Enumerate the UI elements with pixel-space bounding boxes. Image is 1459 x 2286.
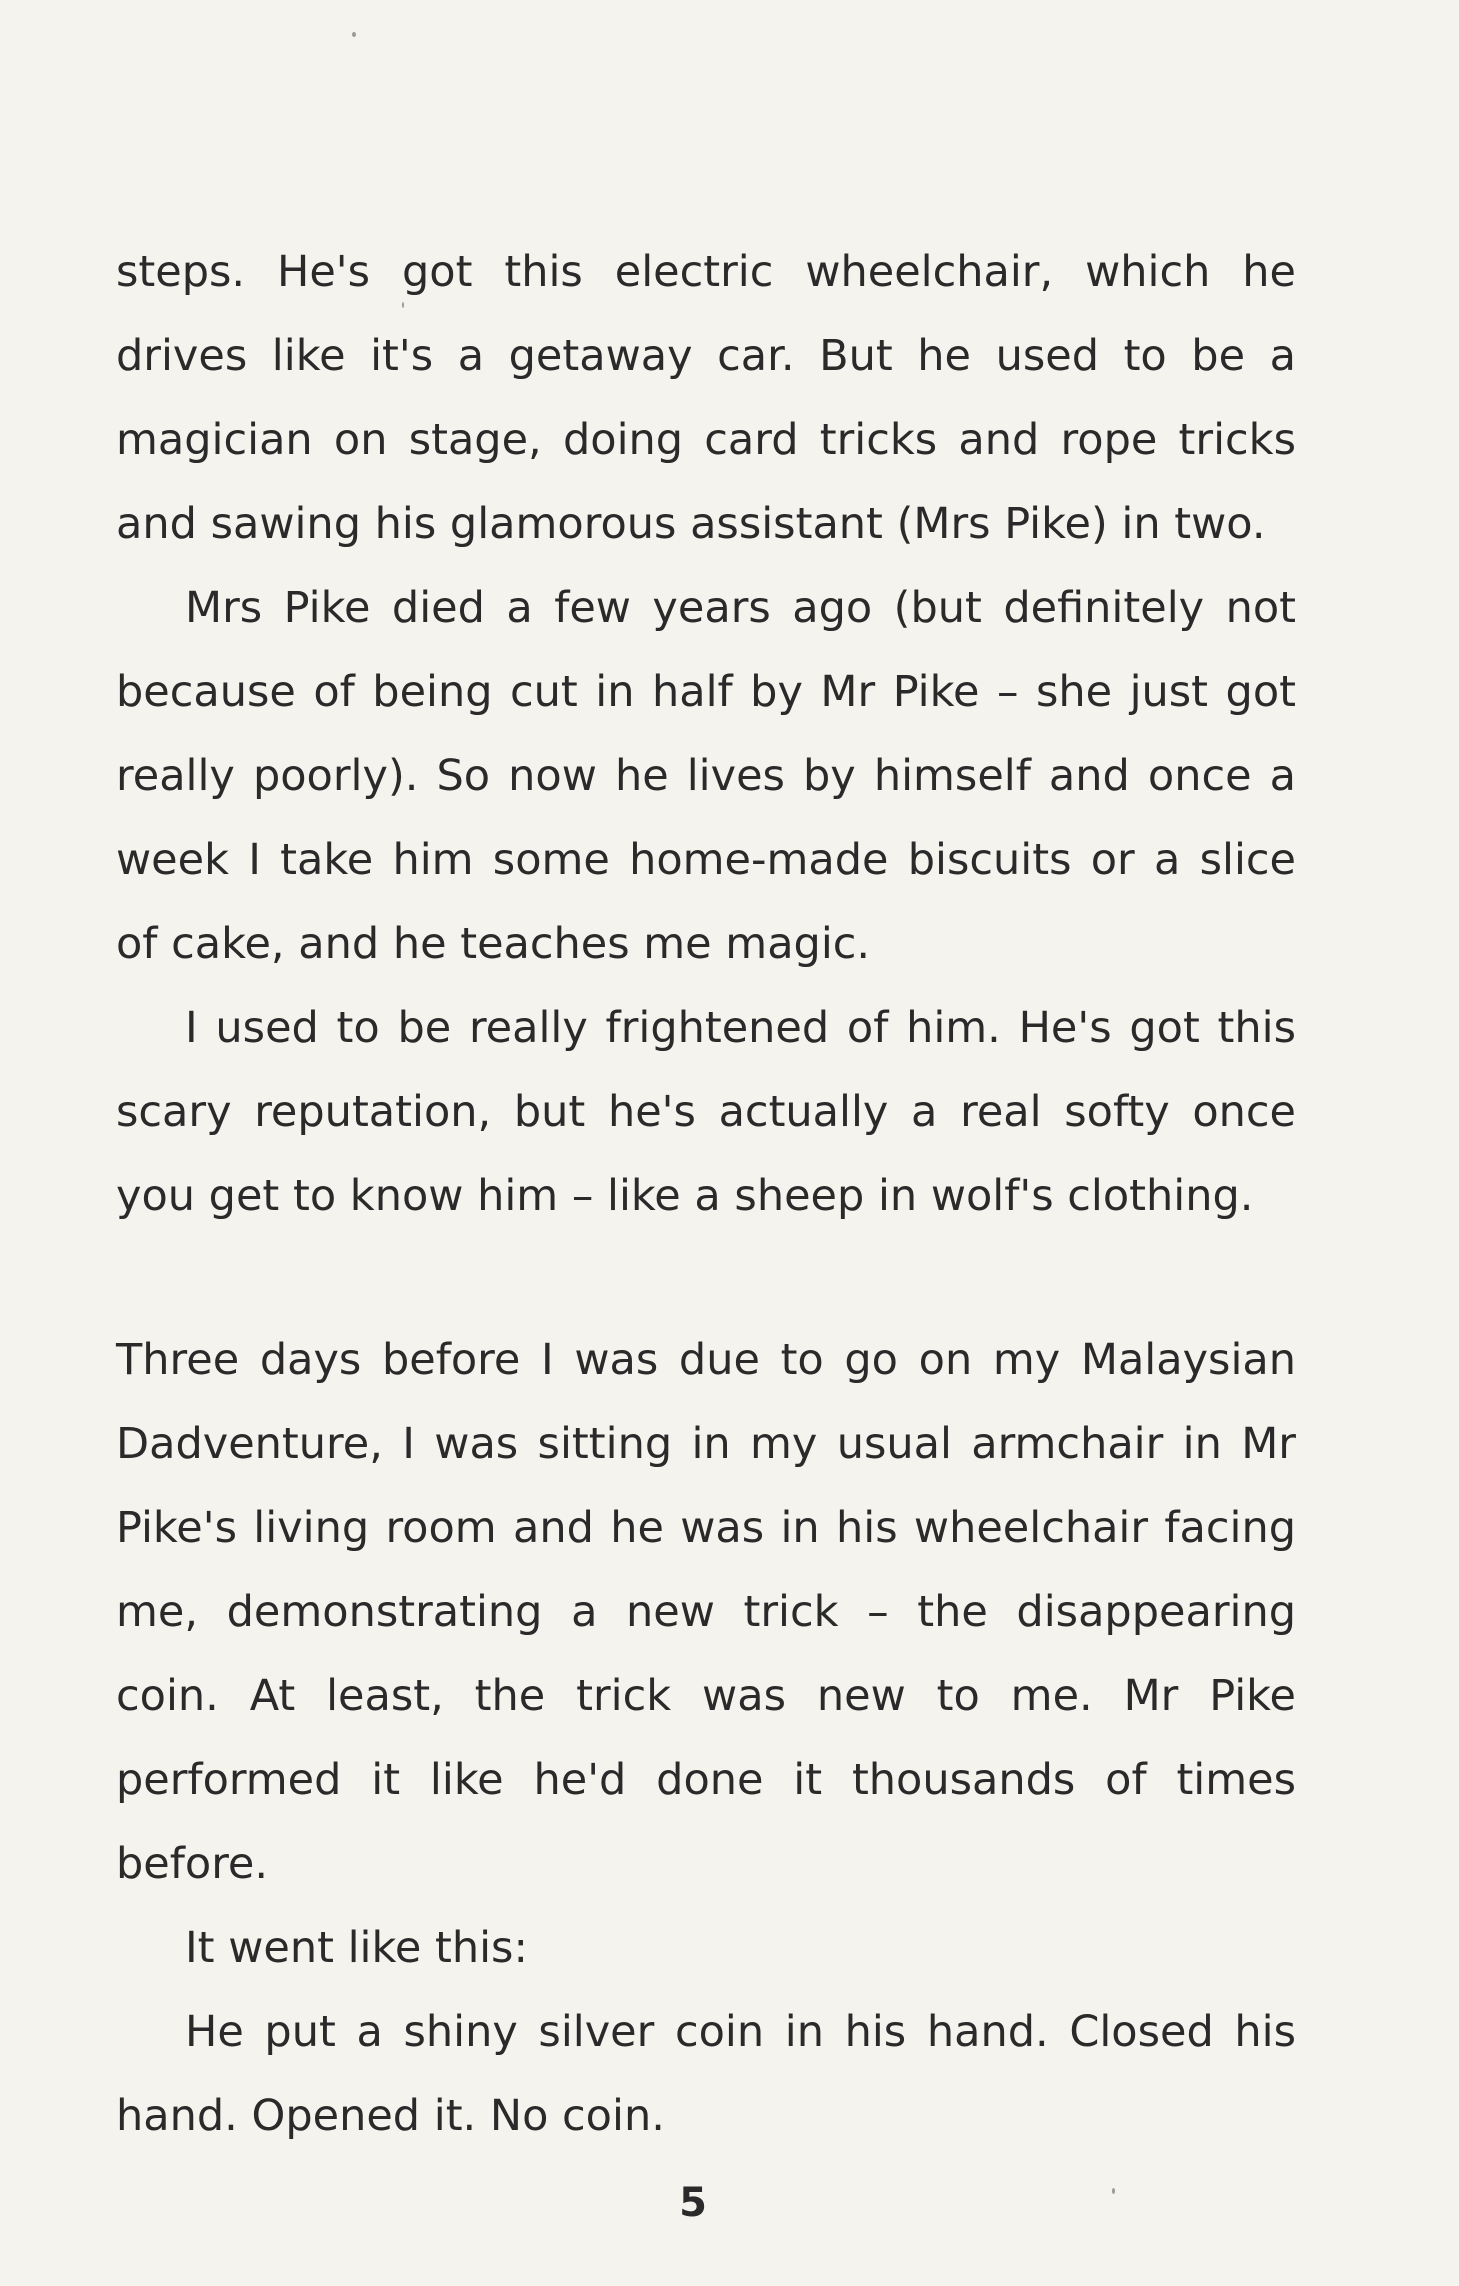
paragraph: Three days before I was due to go on my Malaysian Dadventure, I was sitting in my usual armchair in Mr Pike's living room and he was in his wheelchair facing me, demonstrating a new trick – the disappearing coin. At least, the trick was new to me. Mr Pike performed it like he'd done it thousands of times before. [116,1335,1296,1889]
paragraph: It went like this: [185,1923,528,1973]
text-section-1 [116,230,1296,1238]
paragraph: He put a shiny silver coin in his hand. Closed his hand. Opened it. No coin. [116,2007,1296,2141]
page-number: 5 [679,2180,707,2226]
paragraph: steps. He's got this electric wheelchair, which he drives like it's a getaway car. But he used to be a magician on stage, doing card tricks and rope tricks and sawing his glamorous assistant (Mrs Pike) in two. [116,247,1296,549]
paper-speck [352,32,356,37]
paragraph: Mrs Pike died a few years ago (but definitely not because of being cut in half by Mr Pike – she just got really poorly). So now he lives by himself and once a week I take him some home-made biscuits or a slice of cake, and he teaches me magic. [116,583,1296,969]
text-section-2 [116,1318,1296,2158]
paragraph: I used to be really frightened of him. He's got this scary reputation, but he's actually a real softy once you get to know him – like a sheep in wolf's clothing. [116,1003,1296,1221]
